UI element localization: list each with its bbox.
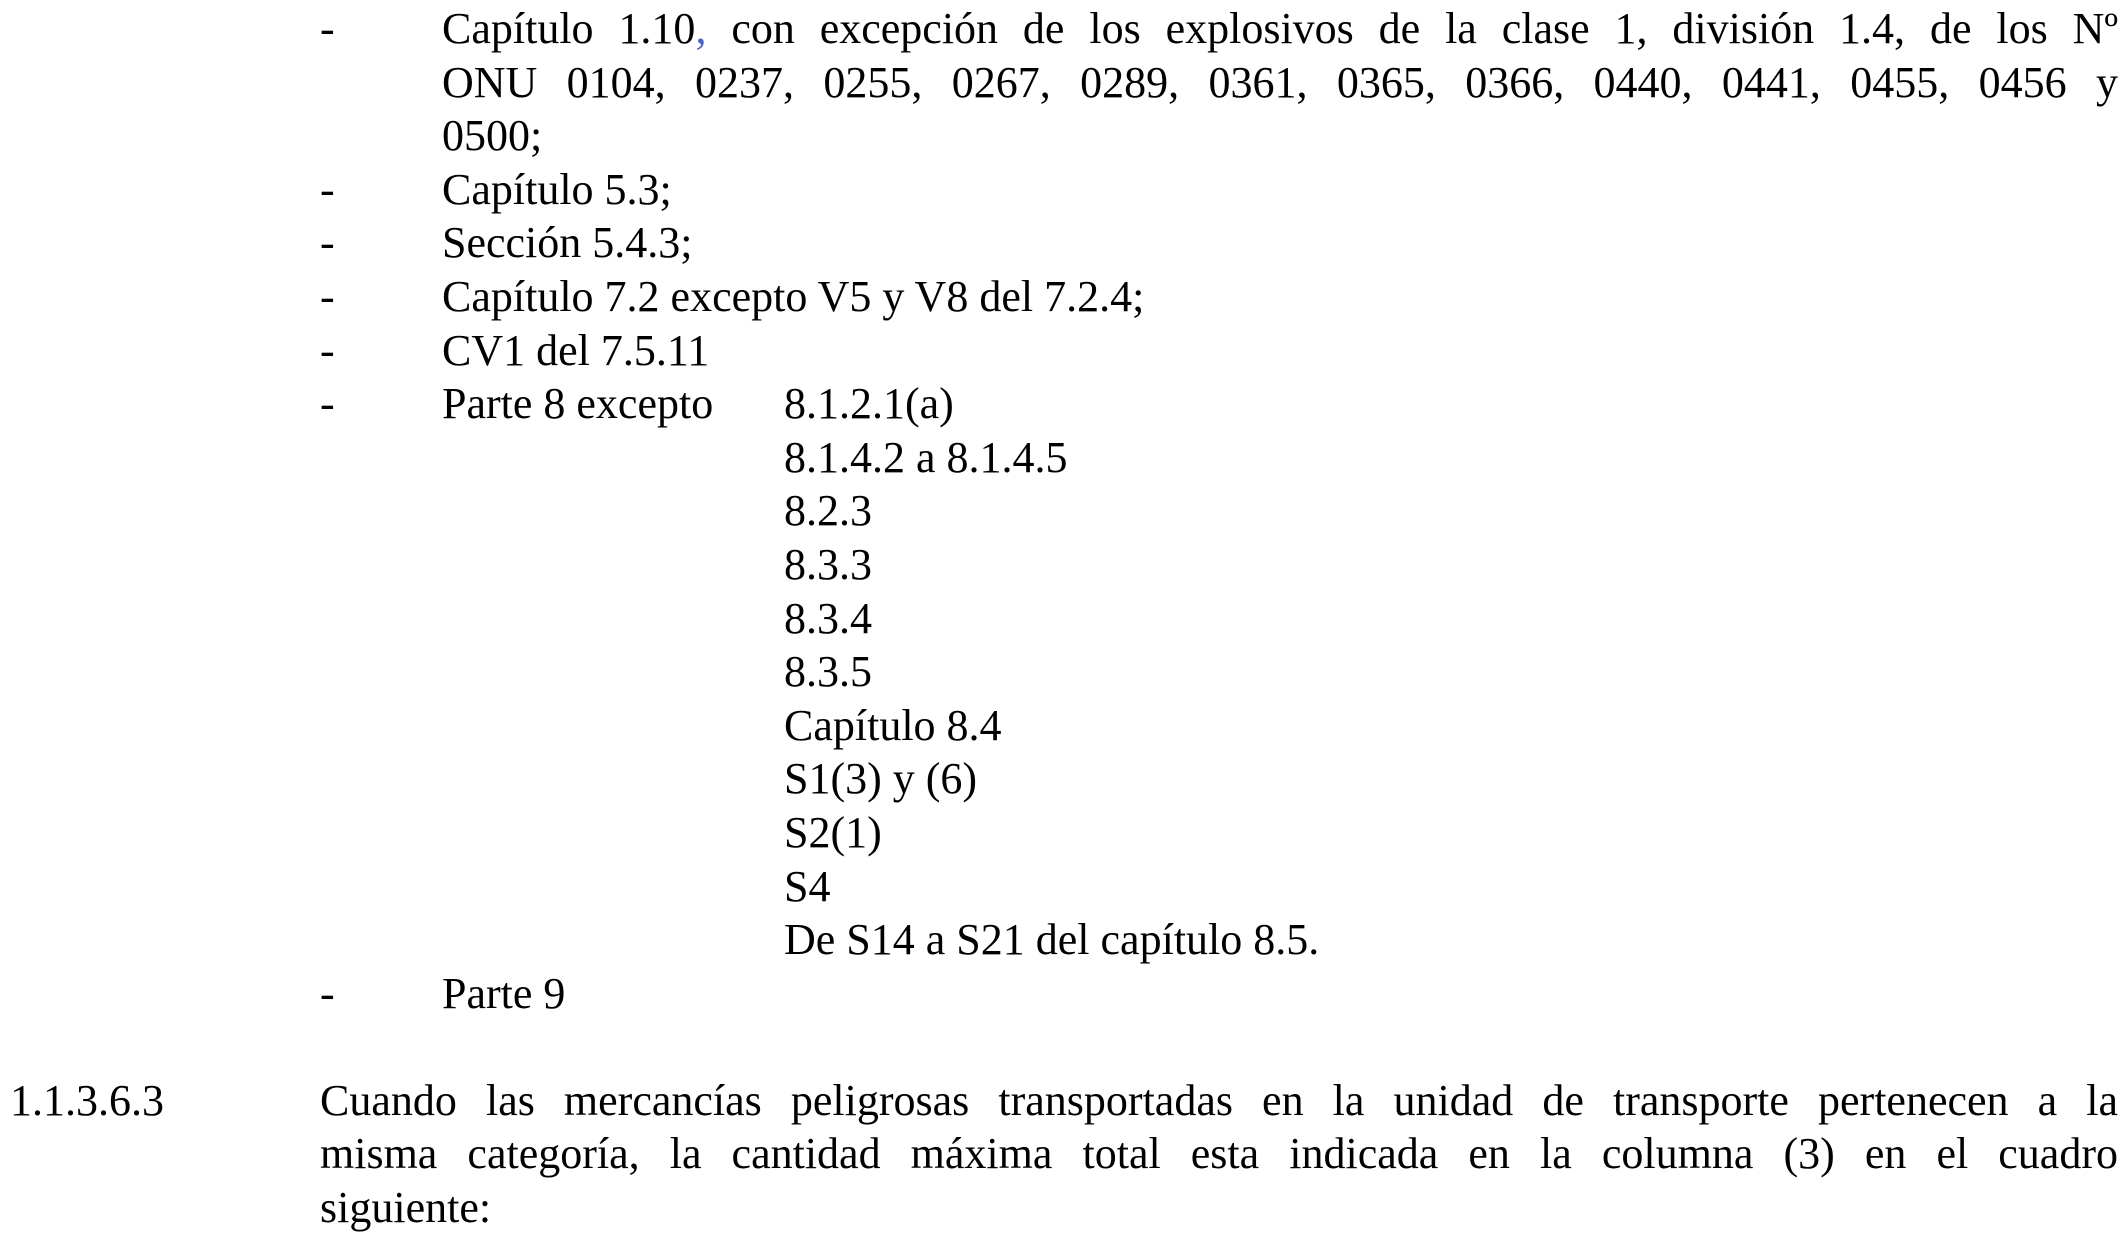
bullet-dash: - [320,272,335,321]
exception-item: 8.3.5 [784,647,872,696]
list-item-2-text: Capítulo 5.3; [442,165,672,214]
list-item-1-line-3: 0500; [442,111,543,160]
exception-item: 8.3.4 [784,594,872,643]
list-item-1-line-1 [442,2,2118,56]
exception-item: De S14 a S21 del capítulo 8.5. [784,915,1320,964]
section-number: 1.1.3.6.3 [10,1076,164,1125]
list-item-1-line-2: ONU 0104, 0237, 0255, 0267, 0289, 0361, 0365, 0366, 0440, 0441, 0455, 0456 y [442,58,2118,107]
list-item-7-text: Parte 9 [442,969,566,1018]
list-item-5-text: CV1 del 7.5.11 [442,326,710,375]
list-item-4-text: Capítulo 7.2 excepto V5 y V8 del 7.2.4; [442,272,1145,321]
section-line-1: Cuando las mercancías peligrosas transportadas en la unidad de transporte pertenecen a la [320,1076,2118,1125]
bullet-dash: - [320,4,335,53]
exception-item: 8.1.4.2 a 8.1.4.5 [784,433,1068,482]
section-line-2: misma categoría, la cantidad máxima total esta indicada en la columna (3) en el cuadro [320,1129,2118,1178]
chapter-ref: Capítulo 1.10 [442,4,696,53]
exception-item: Capítulo 8.4 [784,701,1002,750]
bullet-dash: - [320,165,335,214]
blue-comma: , [695,4,707,53]
list-item-3-text: Sección 5.4.3; [442,218,693,267]
exception-item: 8.3.3 [784,540,872,589]
list-item-6-label: Parte 8 excepto [442,379,714,428]
section-line-3: siguiente: [320,1183,492,1232]
bullet-dash: - [320,326,335,375]
exception-item: S2(1) [784,808,882,857]
exception-item: 8.2.3 [784,486,872,535]
bullet-dash: - [320,969,335,1018]
bullet-dash: - [320,218,335,267]
exception-item: S4 [784,862,831,911]
bullet-dash: - [320,379,335,428]
exception-text: con excepción de los explosivos de la clase 1, división 1.4, de los Nº [706,4,2118,53]
exception-item: S1(3) y (6) [784,754,978,803]
exception-item: 8.1.2.1(a) [784,379,954,428]
